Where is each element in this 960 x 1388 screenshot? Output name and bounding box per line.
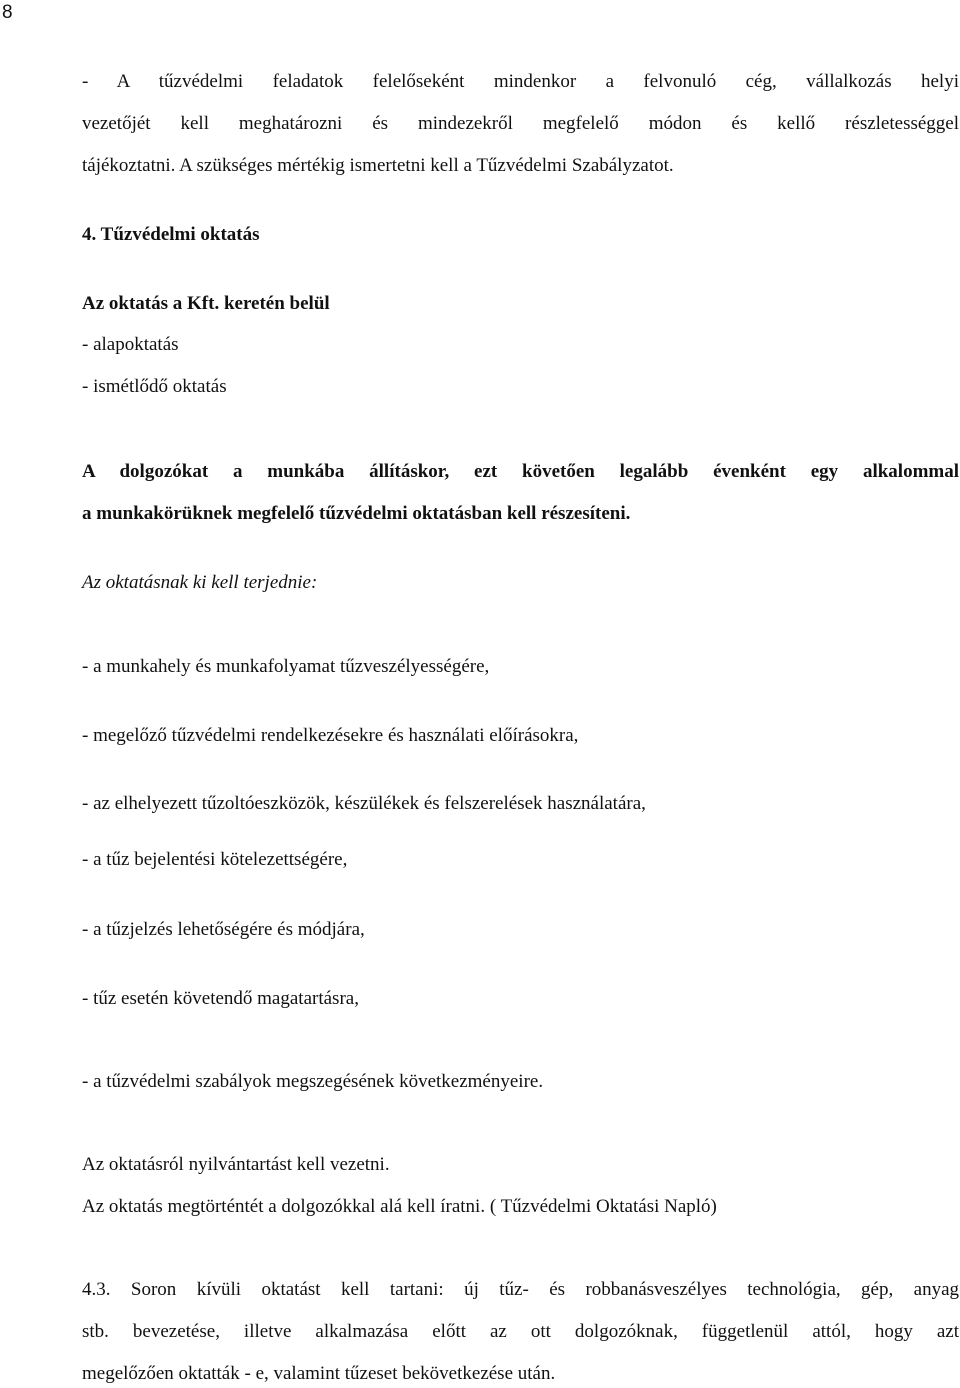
scope-title: Az oktatásnak ki kell terjednie:: [82, 572, 318, 593]
scope-item: - megelőző tűzvédelmi rendelkezésekre és használati előírásokra,: [82, 725, 579, 746]
page-number: 8: [2, 2, 13, 23]
intro-line: tájékoztatni. A szükséges mértékig ismertetni kell a Tűzvédelmi Szabályzatot.: [82, 155, 674, 176]
extra-training-line: 4.3. Soron kívüli oktatást kell tartani: új tűz- és robbanásveszélyes technológia, gép, anyag: [82, 1279, 959, 1300]
scope-item: - a tűzvédelmi szabályok megszegésének következményeire.: [82, 1071, 544, 1092]
records-line: Az oktatás megtörténtét a dolgozókkal alá kell íratni. ( Tűzvédelmi Oktatási Napló): [82, 1196, 717, 1217]
records-line: Az oktatásról nyilvántartást kell vezetni.: [82, 1154, 390, 1175]
scope-item: - az elhelyezett tűzoltóeszközök, készülékek és felszerelések használatára,: [82, 793, 646, 814]
intro-line: vezetőjét kell meghatározni és mindezekről megfelelő módon és kellő részletességgel: [82, 113, 959, 134]
scope-item: - tűz esetén követendő magatartásra,: [82, 988, 359, 1009]
obligation-line: A dolgozókat a munkába állításkor, ezt követően legalább évenként egy alkalommal: [82, 461, 959, 482]
training-type-item: - alapoktatás: [82, 334, 179, 355]
training-type-item: - ismétlődő oktatás: [82, 376, 227, 397]
scope-item: - a tűz bejelentési kötelezettségére,: [82, 849, 348, 870]
section-sub-heading: Az oktatás a Kft. keretén belül: [82, 293, 330, 314]
intro-line: - A tűzvédelmi feladatok felelőseként mindenkor a felvonuló cég, vállalkozás helyi: [82, 71, 959, 92]
scope-item: - a tűzjelzés lehetőségére és módjára,: [82, 919, 365, 940]
extra-training-line: megelőzően oktatták - e, valamint tűzeset bekövetkezése után.: [82, 1363, 556, 1384]
scope-item: - a munkahely és munkafolyamat tűzveszélyességére,: [82, 656, 490, 677]
obligation-line: a munkakörüknek megfelelő tűzvédelmi oktatásban kell részesíteni.: [82, 503, 631, 524]
extra-training-line: stb. bevezetése, illetve alkalmazása előtt az ott dolgozóknak, függetlenül attól, hogy azt: [82, 1321, 959, 1342]
section-heading: 4. Tűzvédelmi oktatás: [82, 224, 260, 245]
